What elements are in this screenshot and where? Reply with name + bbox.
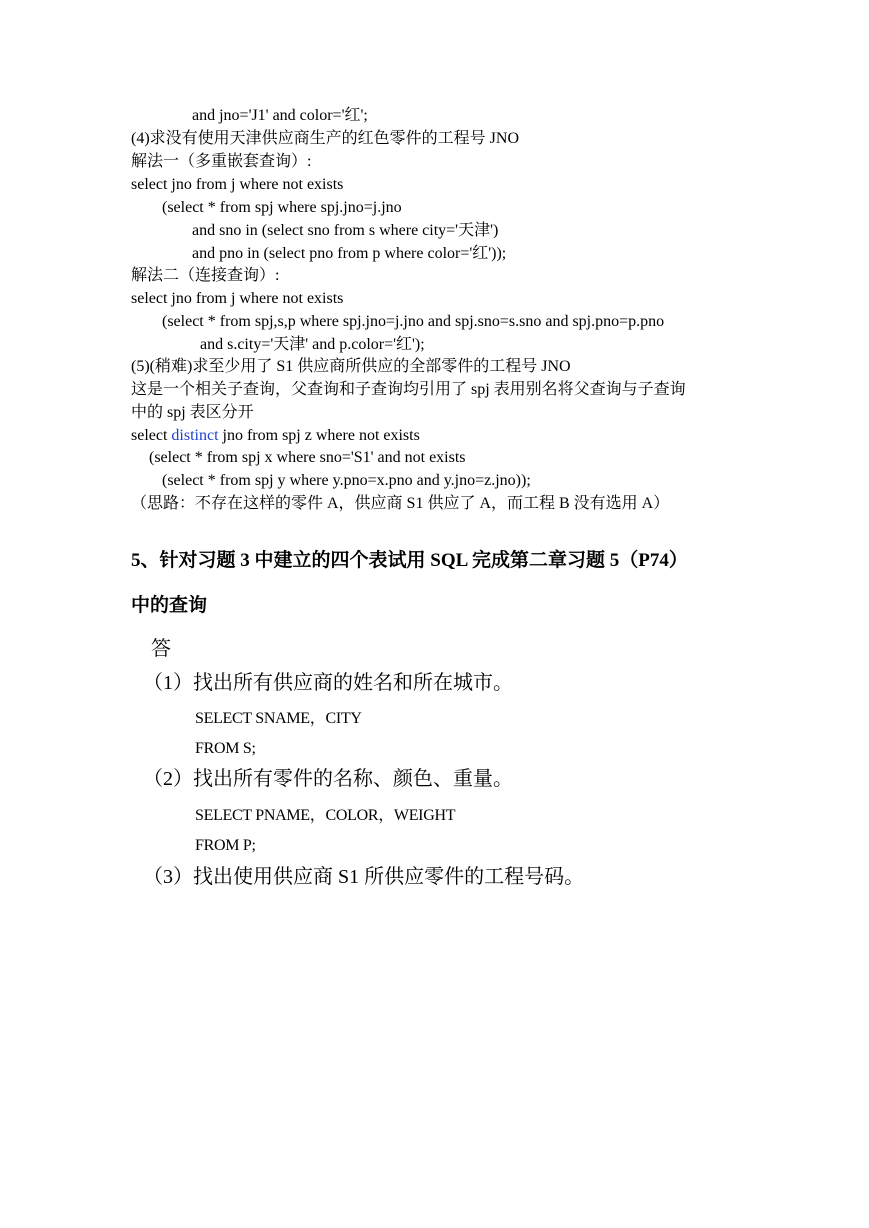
answer-q1-code: SELECT SNAME，CITY [195, 710, 362, 727]
sql-text: jno from spj z where not exists [222, 427, 420, 444]
answer-q2-code: SELECT PNAME，COLOR，WEIGHT [195, 807, 456, 824]
answer-q3: （3）找出使用供应商 S1 所供应零件的工程号码。 [143, 866, 585, 888]
answer-q2-code: FROM P; [195, 837, 256, 854]
code-line: (select * from spj,s,p where spj.jno=j.jno and spj.sno=s.sno and spj.pno=p.pno [162, 313, 665, 330]
code-line: select jno from j where not exists [131, 290, 344, 307]
answer-label: 答 [151, 638, 171, 660]
section-heading-cont: 中的查询 [131, 595, 208, 616]
distinct-keyword: distinct [171, 427, 219, 444]
solution-2-label: 解法二（连接查询）: [131, 267, 280, 284]
sql-keyword: select [131, 427, 168, 444]
code-line: (select * from spj y where y.pno=x.pno and y.jno=z.jno)); [162, 472, 531, 489]
solution-1-label: 解法一（多重嵌套查询）: [131, 153, 312, 170]
answer-q2: （2）找出所有零件的名称、颜色、重量。 [143, 768, 513, 790]
answer-q1: （1）找出所有供应商的姓名和所在城市。 [143, 672, 513, 694]
code-line: (select * from spj x where sno='S1' and not exists [149, 449, 466, 466]
code-line: (select * from spj where spj.jno=j.jno [162, 199, 402, 216]
code-line [131, 426, 420, 446]
code-line: and sno in (select sno from s where city='天津') [192, 222, 499, 239]
code-line: and s.city='天津' and p.color='红'); [200, 336, 425, 353]
code-line: and pno in (select pno from p where color='红')); [192, 245, 507, 262]
answer-q1-code: FROM S; [195, 740, 256, 757]
text-line: and jno='J1' and color='红'; [192, 107, 368, 124]
hint-line: （思路：不存在这样的零件 A，供应商 S1 供应了 A，而工程 B 没有选用 A） [131, 495, 670, 512]
explanation-line: 这是一个相关子查询，父查询和子查询均引用了 spj 表用别名将父查询与子查询 [131, 381, 686, 398]
section-heading: 5、针对习题 3 中建立的四个表试用 SQL 完成第二章习题 5（P74） [131, 550, 688, 571]
code-line: select jno from j where not exists [131, 176, 344, 193]
explanation-line: 中的 spj 表区分开 [131, 404, 254, 421]
question-4-title: (4)求没有使用天津供应商生产的红色零件的工程号 JNO [131, 130, 519, 147]
question-5-title: (5)(稍难)求至少用了 S1 供应商所供应的全部零件的工程号 JNO [131, 358, 571, 375]
